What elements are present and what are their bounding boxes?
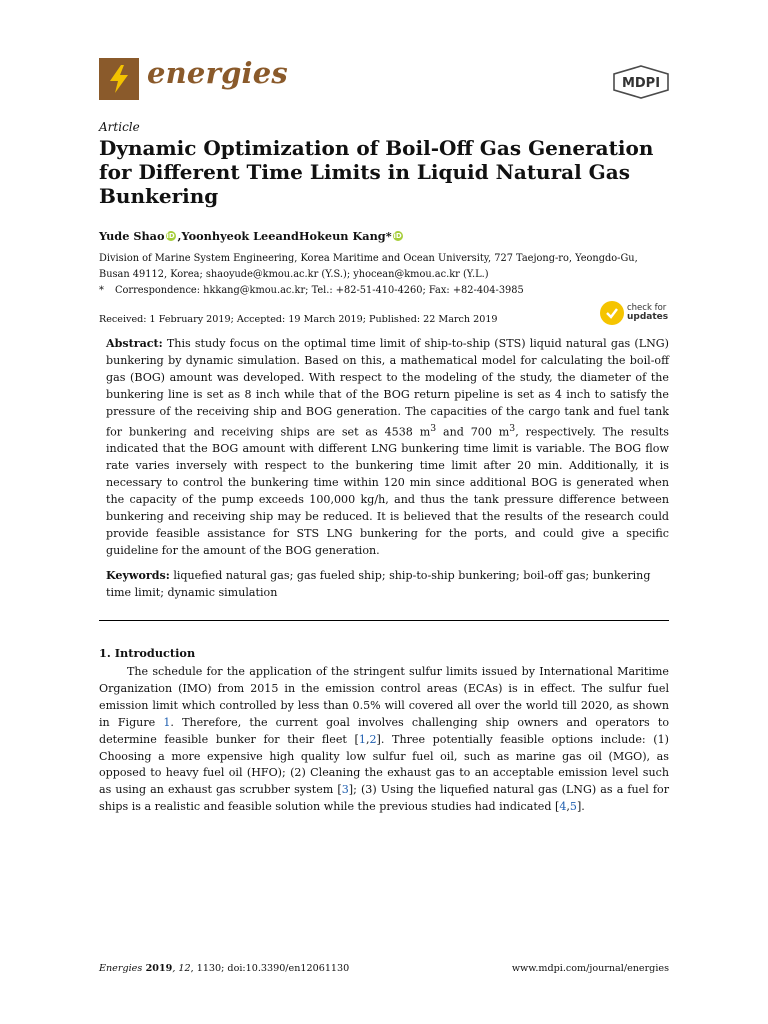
check-for-updates-badge[interactable] — [600, 301, 668, 325]
article-type: Article — [99, 120, 140, 134]
citation-link[interactable]: 4 — [559, 800, 567, 814]
body-text: . Therefore, the current goal involves challenging ship owners and operators to determine feasible bunker for their fleet [ — [99, 715, 670, 746]
paper-title: Dynamic Optimization of Boil-Off Gas Generation for Different Time Limits in Liquid Natural Gas Bunkering — [99, 136, 654, 208]
orcid-icon[interactable]: iD — [393, 232, 402, 240]
body-text: ]. Three potentially feasible options include: (1) Choosing a more expensive high quality low sulfur fuel oil, such as marine gas oil (MGO), as opposed to heavy fuel oil (HFO); (2) Cleaning the exhaust gas to an acceptable emission level such as using an exhaust gas scrubber system [ — [99, 732, 670, 797]
body-text: , — [566, 800, 570, 814]
correspondence-star: * — [99, 285, 104, 296]
check-updates-line1: check for — [627, 303, 667, 313]
body-text: ]. — [576, 800, 585, 814]
publication-dates: Received: 1 February 2019; Accepted: 19 March 2019; Published: 22 March 2019 — [99, 314, 498, 325]
lightning-bolt-icon — [107, 64, 131, 94]
abstract — [106, 336, 669, 559]
citation-link[interactable]: 1 — [358, 732, 366, 746]
body-text: ]; (3) Using the liquefied natural gas (LNG) as a fuel for ships is a realistic and feasible solution while the previous studies had indicated [ — [99, 783, 669, 814]
author-list — [99, 229, 405, 243]
abstract-label: Abstract: — [106, 337, 163, 350]
superscript: 3 — [430, 422, 437, 434]
body-text: The schedule for the application of the stringent sulfur limits issued by International Maritime Organization (IMO) from 2015 in the emission control areas (ECAs) is in effect. The sulfur fuel emission limit which controlled by less than 0.5% will covered all over the world till 2020, as shown in Figure — [99, 665, 669, 729]
abstract-text: , respectively. The results indicated that the BOG amount with different LNG bunkering time limit is variable. The BOG flow rate varies inversely with respect to the bunkering time limit after 20 min. Additionally, it is necessary to control the bunkering time within 120 min since additional BOG is generated when the capacity of the pump exceeds 100,000 kg/h, and thus the tank pressure difference between bunkering and receiving ship may be reduced. It is believed that the results of the research could provide feasible assistance for STS LNG bunkering for the ports, and could give a specific guideline for the amount of the BOG generation. — [106, 425, 669, 557]
footer-journal: Energies — [99, 963, 143, 974]
footer-citation — [99, 963, 349, 974]
check-updates-text — [627, 304, 668, 322]
citation-link[interactable]: 5 — [569, 800, 577, 814]
citation-link[interactable]: 2 — [369, 732, 377, 746]
footer-url[interactable]: www.mdpi.com/journal/energies — [511, 963, 669, 974]
introduction-paragraph — [99, 664, 669, 816]
corresponding-star: * — [385, 229, 392, 243]
section-divider — [99, 620, 669, 621]
body-text: , — [365, 732, 370, 746]
journal-name[interactable]: energies — [147, 56, 288, 90]
superscript: 3 — [509, 422, 516, 434]
journal-logo[interactable] — [99, 58, 139, 100]
publisher-name: MDPI — [621, 76, 661, 91]
affiliation-text: Division of Marine System Engineering, Korea Maritime and Ocean University, 727 Taejong-ro, Yeongdo-Gu, Busan 49112, Korea; shaoyude@kmou.ac.kr (Y.S.); yhocean@kmou.ac.kr (Y.L.) — [99, 253, 638, 280]
footer-doi: , 1130; doi:10.3390/en12061130 — [190, 963, 350, 974]
keywords — [106, 568, 669, 602]
affiliation-block — [99, 251, 669, 299]
figure-link[interactable]: 1 — [163, 715, 171, 729]
author-separator: and — [275, 229, 299, 243]
publisher-logo[interactable] — [612, 65, 670, 99]
author-name[interactable]: Yoonhyeok Lee — [181, 229, 276, 243]
check-updates-line2: updates — [627, 312, 669, 322]
footer-volume: , 12 — [172, 963, 191, 974]
correspondence-line — [99, 283, 669, 299]
footer-year: 2019 — [142, 963, 173, 974]
correspondence-text: Correspondence: hkkang@kmou.ac.kr; Tel.: +82-51-410-4260; Fax: +82-404-3985 — [115, 285, 524, 296]
abstract-text: and 700 m — [436, 425, 510, 439]
orcid-icon[interactable]: iD — [166, 232, 175, 240]
check-updates-icon — [600, 301, 624, 325]
section-heading: 1. Introduction — [99, 646, 196, 660]
author-name[interactable]: Hokeun Kang — [298, 229, 386, 243]
abstract-text: This study focus on the optimal time limit of ship-to-ship (STS) liquid natural gas (LNG) bunkering by dynamic simulation. Based on this, a mathematical model for calculating the boil-off gas (BOG) amount was developed. With respect to the modeling of the study, the diameter of the bunkering line is set as 8 inch while that of the BOG return pipeline is set as 4 inch to satisfy the pressure of the receiving ship and BOG generation. The capacities of the cargo tank and fuel tank for bunkering and receiving ships are set as 4538 m — [106, 337, 669, 439]
author-name[interactable]: Yude Shao — [99, 229, 165, 243]
author-separator: , — [177, 229, 182, 243]
keywords-label: Keywords: — [106, 569, 170, 582]
citation-link[interactable]: 3 — [341, 783, 349, 797]
keywords-text: liquefied natural gas; gas fueled ship; ship-to-ship bunkering; boil-off gas; bunkering time limit; dynamic simulation — [106, 569, 651, 599]
